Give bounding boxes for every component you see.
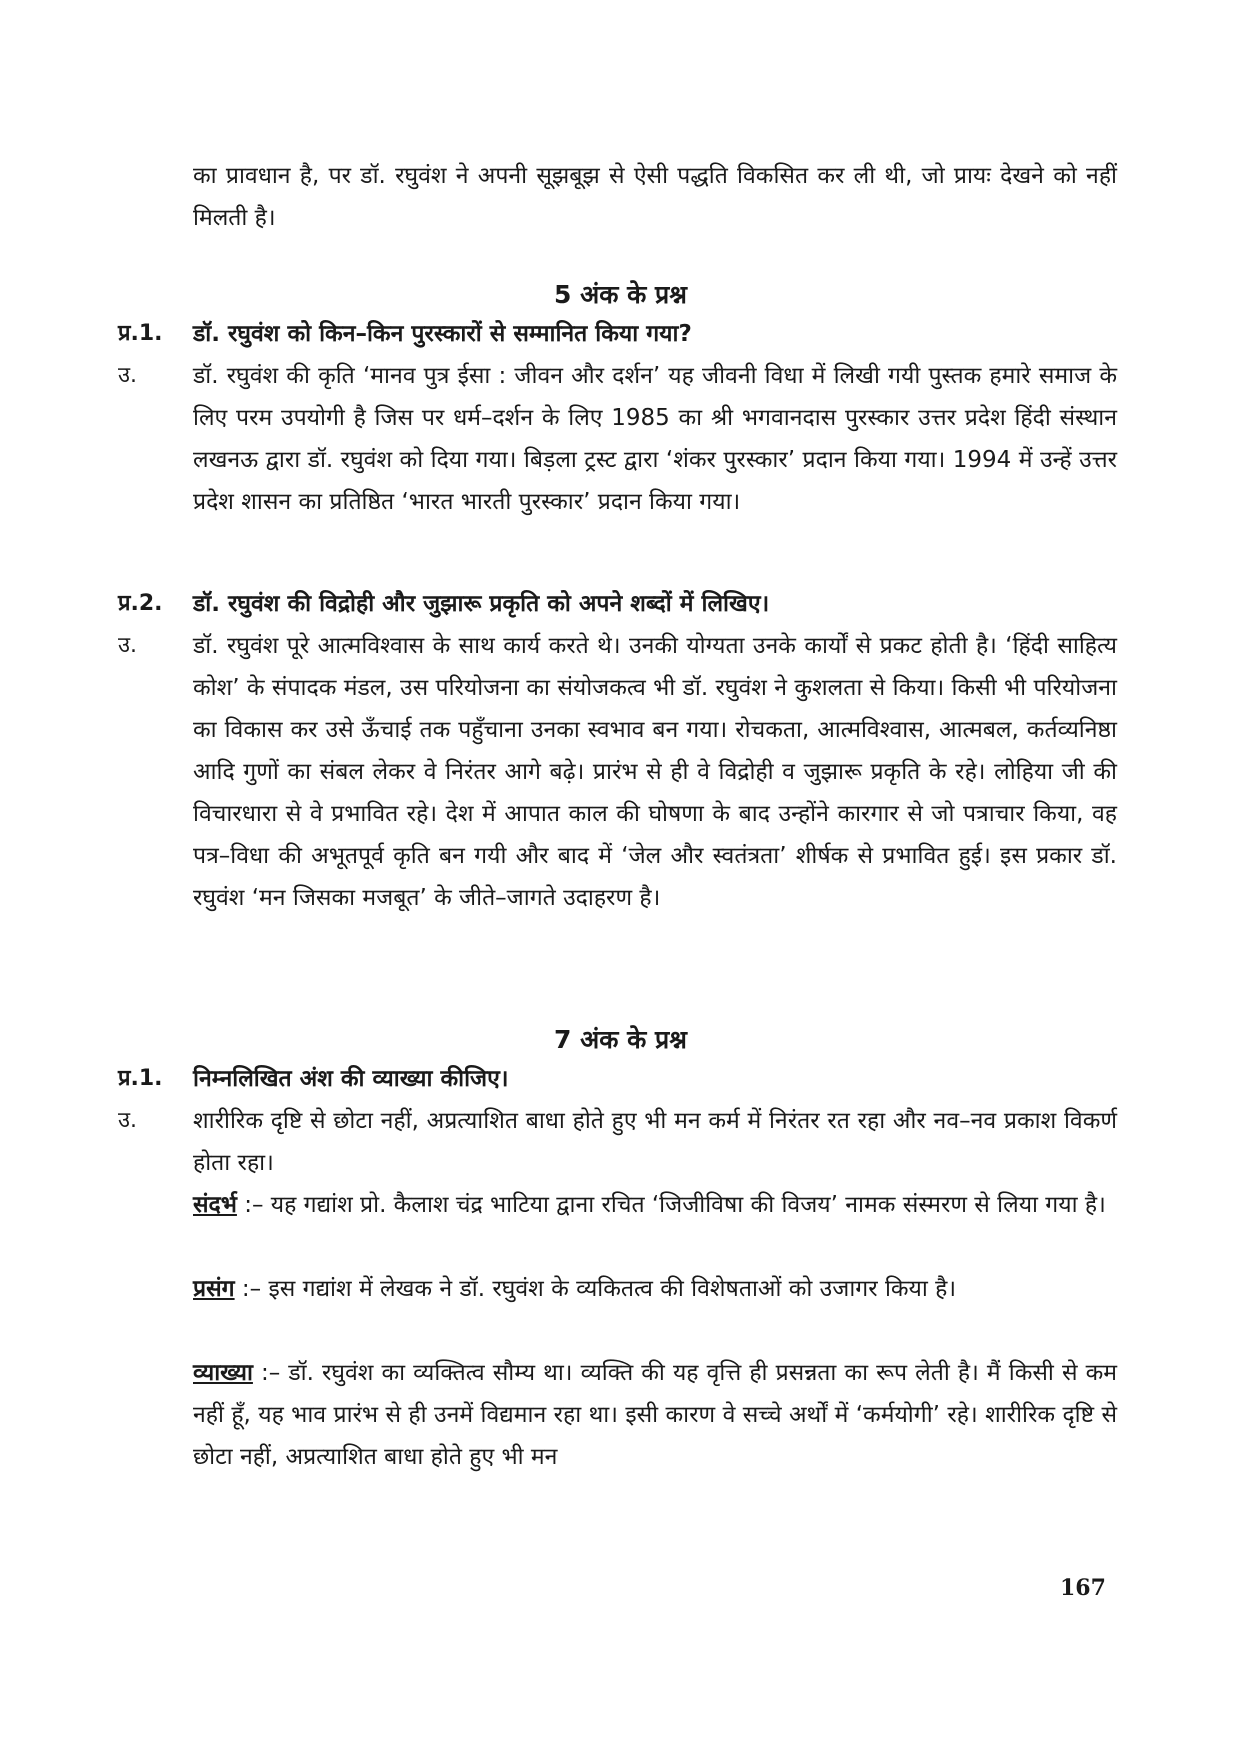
answer-label: उ. [118,633,138,658]
question-label: प्र.1. [118,1066,163,1091]
answer-text: डॉ. रघुवंश की कृति ‘मानव पुत्र ईसा : जीवन और दर्शन’ यह जीवनी विधा में लिखी गयी पुस्तक हमारे समाज के लिए परम उपयोगी है जिस पर धर्म–दर्शन के लिए 1985 का श्री भगवानदास पुरस्कार उत्तर प्रदेश हिंदी संस्थान लखनऊ द्वारा डॉ. रघुवंश को दिया गया। बिड़ला ट्रस्ट द्वारा ‘शंकर पुरस्कार’ प्रदान किया गया। 1994 में उन्हें उत्तर प्रदेश शासन का प्रतिष्ठित ‘भारत भारती पुरस्कार’ प्रदान किया गया। [193,363,1117,515]
question-label: प्र.1. [118,321,163,346]
intro-paragraph: का प्रावधान है, पर डॉ. रघुवंश ने अपनी सूझबूझ से ऐसी पद्धति विकसित कर ली थी, जो प्रायः देखने को नहीं मिलती है। [193,163,1117,231]
question-text: निम्नलिखित अंश की व्याख्या कीजिए। [193,1066,509,1092]
sandarbh-paragraph [193,1184,1117,1226]
answer-label: उ. [118,1108,138,1133]
vyakhya-label: व्याख्या [193,1360,253,1386]
page-number: 167 [1060,1575,1106,1601]
answer-label: उ. [118,363,138,388]
vyakhya-paragraph [193,1352,1117,1478]
section-heading-7-marks: 7 अंक के प्रश्न [554,1025,687,1054]
prasang-paragraph [193,1268,1117,1310]
prasang-text: :– इस गद्यांश में लेखक ने डॉ. रघुवंश के व्यकितत्व की विशेषताओं को उजागर किया है। [234,1276,957,1302]
sandarbh-text: :– यह गद्यांश प्रो. कैलाश चंद्र भाटिया द्वाना रचित ‘जिजीविषा की विजय’ नामक संस्मरण से लिया गया है। [236,1192,1106,1218]
question-text: डॉ. रघुवंश की विद्रोही और जुझारू प्रकृति को अपने शब्दों में लिखिए। [193,591,770,617]
section-heading-5-marks: 5 अंक के प्रश्न [554,280,687,309]
sandarbh-label: संदर्भ [193,1192,237,1218]
vyakhya-text: :– डॉ. रघुवंश का व्यक्तित्व सौम्य था। व्यक्ति की यह वृत्ति ही प्रसन्नता का रूप लेती है। मैं किसी से कम नहीं हूँ, यह भाव प्रारंभ से ही उनमें विद्यमान रहा था। इसी कारण वे सच्चे अर्थों में ‘कर्मयोगी’ रहे। शारीरिक दृष्टि से छोटा नहीं, अप्रत्याशित बाधा होते हुए भी मन [193,1360,1117,1470]
question-label: प्र.2. [118,591,163,616]
answer-text: डॉ. रघुवंश पूरे आत्मविश्वास के साथ कार्य करते थे। उनकी योग्यता उनके कार्यों से प्रकट होती है। ‘हिंदी साहित्य कोश’ के संपादक मंडल, उस परियोजना का संयोजकत्व भी डॉ. रघुवंश ने कुशलता से किया। किसी भी परियोजना का विकास कर उसे ऊँचाई तक पहुँचाना उनका स्वभाव बन गया। रोचकता, आत्मविश्वास, आत्मबल, कर्तव्यनिष्ठा आदि गुणों का संबल लेकर वे निरंतर आगे बढ़े। प्रारंभ से ही वे विद्रोही व जुझारू प्रकृति के रहे। लोहिया जी की विचारधारा से वे प्रभावित रहे। देश में आपात काल की घोषणा के बाद उन्होंने कारगार से जो पत्राचार किया, वह पत्र–विधा की अभूतपूर्व कृति बन गयी और बाद में ‘जेल और स्वतंत्रता’ शीर्षक से प्रभावित हुई। इस प्रकार डॉ. रघुवंश ‘मन जिसका मजबूत’ के जीते–जागते उदाहरण है। [193,633,1117,911]
question-text: डॉ. रघुवंश को किन–किन पुरस्कारों से सम्मानित किया गया? [193,321,692,347]
passage-text: शारीरिक दृष्टि से छोटा नहीं, अप्रत्याशित बाधा होते हुए भी मन कर्म में निरंतर रत रहा और नव–नव प्रकाश विकर्ण होता रहा। [193,1108,1117,1176]
prasang-label: प्रसंग [193,1276,235,1302]
